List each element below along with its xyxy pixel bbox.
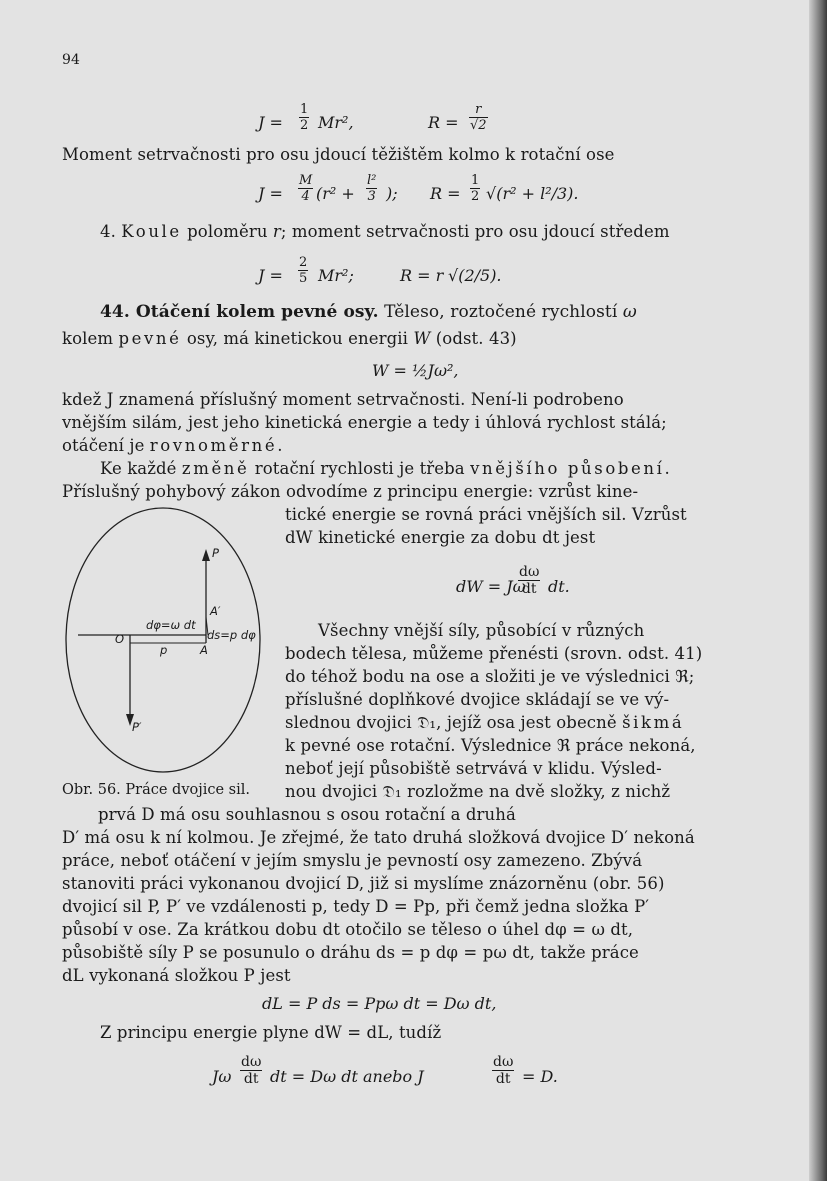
text-line-15: příslušné doplňkové dvojice skládají se ve vý- <box>285 690 670 709</box>
text-line-11: dW kinetické energie za dobu dt jest <box>285 528 596 547</box>
figure-label-A-prime: A′ <box>210 604 221 618</box>
text-line-6: vnějším silám, jest jeho kinetická energie a tedy i úhlová rychlost stálá; <box>62 413 667 432</box>
text-line-2: 4. Koule poloměru r; moment setrvačnosti pro osu jdoucí středem <box>100 222 670 241</box>
text-line-25: působí v ose. Za krátkou dobu dt otočilo se těleso o úhel dφ = ω dt, <box>62 920 634 939</box>
text-line-22: práce, neboť otáčení v jejím smyslu je pevností osy zamezeno. Zbývá <box>62 851 643 870</box>
eq-R-cyl-root: √(r² + l²/3). <box>486 184 579 203</box>
text-line-1: Moment setrvačnosti pro osu jdoucí těžištěm kolmo k rotační ose <box>62 145 615 164</box>
eq-R-cyl-frac: $\frac{1}{2}$ <box>471 173 480 204</box>
eq-final-frac-2: $\frac{d\omega}{dt}$ <box>493 1054 514 1087</box>
eq-dW-right: dt. <box>548 577 570 596</box>
eq-J-rod-frac: $\frac{1}{2}$ <box>300 102 309 133</box>
eq-final-a: Jω <box>212 1067 232 1086</box>
eq-R-rod-frac: $\frac{r}{√2}$ <box>470 102 487 133</box>
text-line-4: kolem pevné osy, má kinetickou energii W (odst. 43) <box>62 329 517 348</box>
figure-label-P: P <box>212 546 219 560</box>
eq-J-sphere-left: J = <box>258 266 283 285</box>
eq-J-cyl-left: J = <box>258 184 283 203</box>
page-number: 94 <box>62 52 81 68</box>
text-line-7: otáčení je rovnoměrné. <box>62 436 283 455</box>
eq-R-cyl-left: R = <box>430 184 461 203</box>
figure-label-A: A <box>200 643 208 657</box>
text-line-27: dL vykonaná složkou P jest <box>62 966 291 985</box>
text-line-13: bodech tělesa, můžeme přenésti (srovn. odst. 41) <box>285 644 703 663</box>
eq-dW-left: dW = Jω <box>456 577 526 596</box>
text-line-8: Ke každé změně rotační rychlosti je třeba vnějšího působení. <box>100 459 670 478</box>
force-P-arrowhead <box>202 549 210 561</box>
eq-J-cyl-paren: (r² + <box>316 184 355 203</box>
figure-label-P-prime: P′ <box>132 720 142 734</box>
eq-final-b: dt = Dω dt anebo J <box>270 1067 424 1086</box>
eq-J-cyl-close: ); <box>386 184 398 203</box>
eq-J-sphere-frac: $\frac{2}{5}$ <box>299 255 308 286</box>
eq-J-rod-left: J = <box>258 113 283 132</box>
eq-R-sphere-root: √(2/5). <box>448 266 502 285</box>
text-line-28: Z principu energie plyne dW = dL, tudíž <box>100 1023 442 1042</box>
text-line-9: Příslušný pohybový zákon odvodíme z principu energie: vzrůst kine- <box>62 482 639 501</box>
figure-label-O: O <box>115 632 125 646</box>
text-line-5: kdež J znamená příslušný moment setrvačnosti. Není-li podrobeno <box>62 390 624 409</box>
text-line-19: nou dvojici 𝔇₁ rozložme na dvě složky, z nichž <box>285 782 671 801</box>
text-line-24: dvojicí sil P, P′ ve vzdálenosti p, tedy D = Pp, při čemž jedna složka P′ <box>62 897 650 916</box>
text-line-10: tické energie se rovná práci vnějších sil. Vzrůst <box>285 505 687 524</box>
eq-J-cyl-frac: $\frac{M}{4}$ <box>299 173 313 204</box>
eq-final-d: = D. <box>522 1067 558 1086</box>
figure-label-ds: ds=p dφ <box>207 628 256 642</box>
section-heading-44: 44. Otáčení kolem pevné osy. Těleso, roztočené rychlostí ω <box>100 302 637 322</box>
text-line-20: prvá D má osu souhlasnou s osou rotační a druhá <box>98 805 516 824</box>
text-line-23: stanoviti práci vykonanou dvojicí D, již si myslíme znázorněnu (obr. 56) <box>62 874 665 893</box>
text-line-12: Všechny vnější síly, působící v různých <box>318 621 645 640</box>
figure-label-dphi: dφ=ω dt <box>146 618 196 632</box>
book-spine-shadow <box>809 0 827 1181</box>
figure-label-p: p <box>160 643 168 657</box>
eq-dW-frac: $\frac{d\omega}{dt}$ <box>519 564 540 597</box>
text-line-16: slednou dvojici 𝔇₁, jejíž osa jest obecně šikmá <box>285 713 685 732</box>
text-line-17: k pevné ose rotační. Výslednice ℜ práce nekoná, <box>285 736 696 755</box>
eq-final-frac-1: $\frac{d\omega}{dt}$ <box>241 1054 262 1087</box>
eq-J-rod-rest: Mr², <box>318 113 354 132</box>
eq-kinetic-energy: W = ½Jω², <box>372 361 459 380</box>
text-line-21: D′ má osu k ní kolmou. Je zřejmé, že tato druhá složková dvojice D′ nekoná <box>62 828 695 847</box>
figure-caption: Obr. 56. Práce dvojice sil. <box>62 782 251 798</box>
text-line-14: do téhož bodu na ose a složiti je ve výslednici ℜ; <box>285 667 695 686</box>
eq-R-rod-left: R = <box>428 113 459 132</box>
eq-R-sphere-left: R = r <box>400 266 444 285</box>
eq-J-sphere-rest: Mr²; <box>318 266 354 285</box>
text-line-26: působiště síly P se posunulo o dráhu ds = p dφ = pω dt, takže práce <box>62 943 639 962</box>
text-line-18: neboť její působiště setrvává v klidu. Výsled- <box>285 759 662 778</box>
eq-J-cyl-l-frac: $\frac{\text{l²}}{3}$ <box>367 173 377 204</box>
eq-dL: dL = P ds = Ppω dt = Dω dt, <box>262 994 497 1013</box>
figure-56-diagram <box>58 505 278 780</box>
